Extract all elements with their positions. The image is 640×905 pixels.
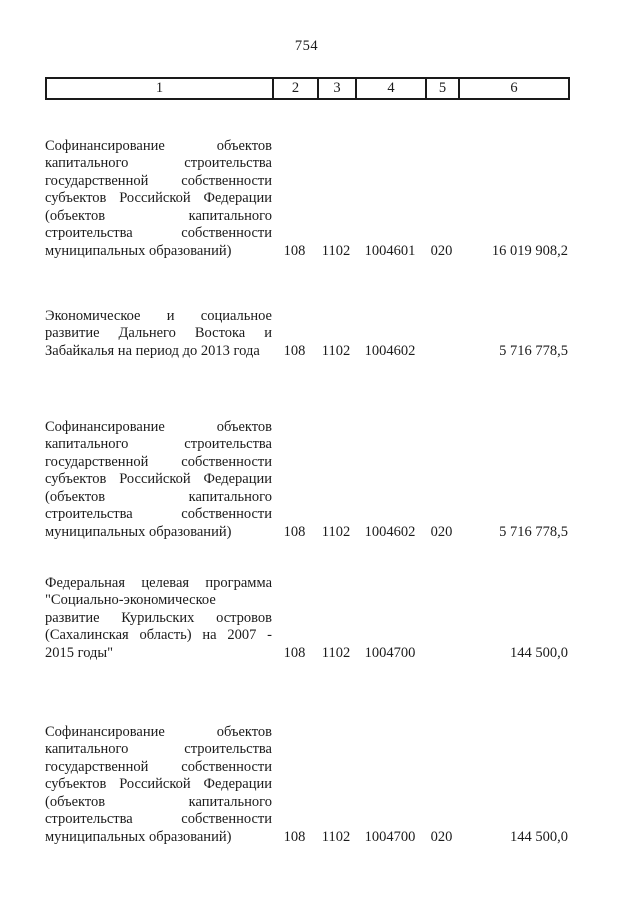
row-code-section: 1102 (321, 242, 351, 259)
row-code-chapter: 108 (283, 242, 306, 259)
row-code-target: 1004601 (364, 242, 416, 259)
row-code-chapter: 108 (283, 523, 306, 540)
row-code-chapter: 108 (283, 342, 306, 359)
row-amount: 16 019 908,2 (491, 242, 568, 259)
row-code-target: 1004602 (364, 342, 416, 359)
header-cell-4: 4 (356, 78, 426, 99)
row-code-kind: 020 (430, 828, 453, 845)
row-code-section: 1102 (321, 644, 351, 661)
row-title: Софинансирование объектов капитального строительства государственной собственности субъектов Российской Федерации (объектов капитального строительства собственности муниципальных образований) (45, 418, 272, 540)
row-title: Экономическое и социальное развитие Дальнего Востока и Забайкалья на период до 2013 года (45, 307, 272, 359)
row-title: Федеральная целевая программа "Социально-экономическое развитие Курильских островов (Сахалинская область) на 2007 - 2015 годы" (45, 574, 272, 661)
row-code-kind: 020 (430, 523, 453, 540)
table-row (45, 100, 568, 260)
row-code-target: 1004602 (364, 523, 416, 540)
row-amount: 144 500,0 (510, 828, 568, 845)
table-row (45, 541, 568, 662)
table-row (45, 360, 568, 541)
row-amount: 144 500,0 (510, 644, 568, 661)
header-cell-2: 2 (273, 78, 318, 99)
row-code-target: 1004700 (364, 828, 416, 845)
row-title: Софинансирование объектов капитального строительства государственной собственности субъектов Российской Федерации (объектов капитального строительства собственности муниципальных образований) (45, 137, 272, 259)
row-code-kind: 020 (430, 242, 453, 259)
header-cell-3: 3 (318, 78, 356, 99)
row-title: Софинансирование объектов капитального строительства государственной собственности субъектов Российской Федерации (объектов капитального строительства собственности муниципальных образований) (45, 723, 272, 845)
header-cell-6: 6 (459, 78, 569, 99)
table-row (45, 260, 568, 360)
row-amount: 5 716 778,5 (499, 342, 568, 359)
budget-table (45, 100, 568, 846)
header-cell-5: 5 (426, 78, 459, 99)
row-code-chapter: 108 (283, 828, 306, 845)
row-code-kind (425, 260, 458, 360)
row-amount: 5 716 778,5 (499, 523, 568, 540)
row-code-section: 1102 (321, 828, 351, 845)
table-column-header (45, 77, 570, 100)
row-code-section: 1102 (321, 523, 351, 540)
row-code-target: 1004700 (364, 644, 416, 661)
header-row (46, 78, 569, 99)
row-code-section: 1102 (321, 342, 351, 359)
page-number: 754 (294, 38, 319, 54)
header-cell-1: 1 (46, 78, 273, 99)
table-row (45, 662, 568, 846)
row-code-chapter: 108 (283, 644, 306, 661)
row-code-kind (425, 541, 458, 662)
